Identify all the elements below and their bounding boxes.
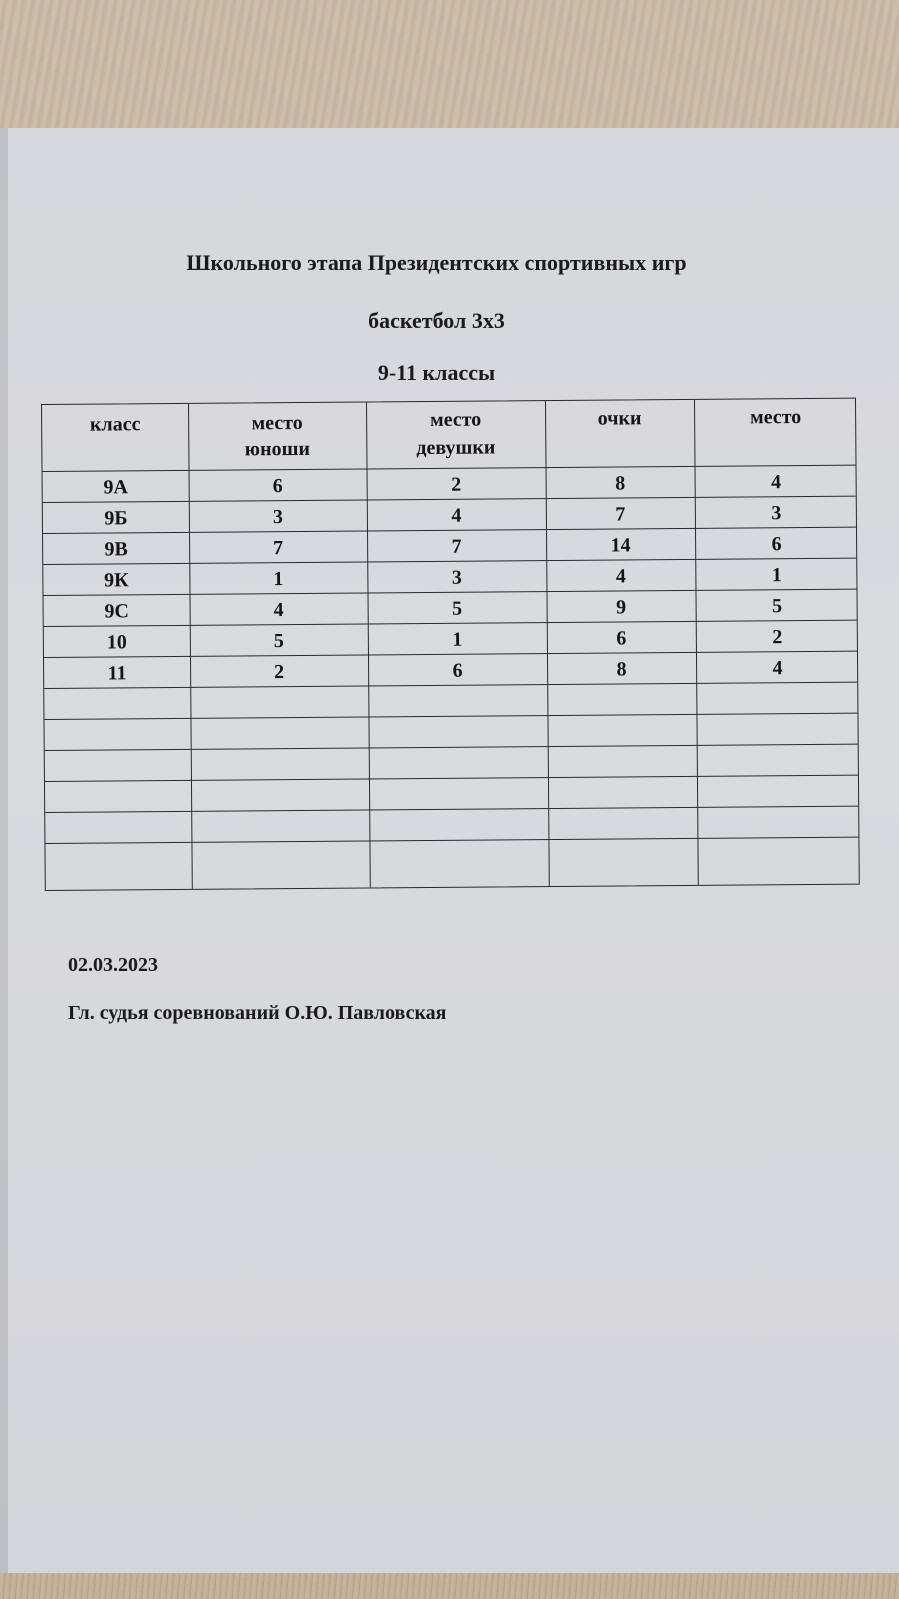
- header-place: место: [749, 406, 802, 429]
- cell-girls-place: 4: [451, 504, 462, 527]
- table-row-divider: [44, 713, 857, 720]
- cell-place: 3: [771, 502, 782, 525]
- cell-girls-place: 2: [451, 473, 462, 496]
- cell-points: 7: [615, 503, 626, 526]
- cell-boys-place: 3: [272, 506, 283, 529]
- cell-girls-place: 3: [451, 566, 462, 589]
- chief-judge-line: Гл. судья соревнований О.Ю. Павловская: [68, 1002, 447, 1024]
- table-row-divider: [45, 806, 858, 813]
- cell-points: 8: [616, 658, 627, 681]
- table-row-divider: [45, 837, 858, 844]
- table-row-divider: [45, 744, 858, 751]
- cell-boys-place: 1: [273, 568, 284, 591]
- cell-boys-place: 4: [273, 599, 284, 622]
- header-girls-place-line1: место: [429, 408, 482, 431]
- header-points: очки: [597, 407, 642, 430]
- cell-place: 6: [771, 533, 782, 556]
- cell-boys-place: 7: [273, 537, 284, 560]
- cell-class: 11: [107, 662, 127, 685]
- cell-points: 14: [610, 534, 631, 557]
- cell-points: 4: [615, 565, 626, 588]
- header-boys-place-line2: юноши: [244, 437, 311, 461]
- desk-surface: [0, 1573, 899, 1599]
- cell-boys-place: 2: [274, 661, 285, 684]
- header-class: класс: [89, 413, 141, 436]
- cell-girls-place: 7: [451, 535, 462, 558]
- header-girls-place-line2: девушки: [416, 436, 496, 460]
- document-date: 02.03.2023: [68, 954, 158, 976]
- cell-class: 9С: [104, 600, 129, 623]
- cell-place: 4: [771, 471, 782, 494]
- cell-place: 2: [772, 626, 783, 649]
- cell-place: 4: [772, 657, 783, 680]
- cell-girls-place: 6: [452, 659, 463, 682]
- cell-place: 5: [772, 595, 783, 618]
- cell-place: 1: [771, 564, 782, 587]
- header-boys-place-line1: место: [251, 411, 303, 435]
- cell-boys-place: 6: [272, 475, 283, 498]
- cell-boys-place: 5: [273, 630, 284, 653]
- cell-points: 9: [616, 596, 627, 619]
- cell-points: 6: [616, 627, 627, 650]
- cell-class: 9В: [104, 538, 128, 561]
- cell-points: 8: [615, 472, 626, 495]
- cell-class: 9Б: [104, 507, 128, 530]
- document-subtitle-grades: 9-11 классы: [377, 360, 496, 385]
- document-subtitle-sport: баскетбол 3х3: [368, 308, 505, 333]
- cell-girls-place: 1: [452, 628, 463, 651]
- document-title: Школьного этапа Президентских спортивных игр: [186, 250, 687, 275]
- cell-class: 10: [106, 631, 127, 654]
- cell-girls-place: 5: [452, 597, 463, 620]
- table-row-divider: [45, 775, 858, 782]
- paper-edge-shadow: [0, 128, 8, 1574]
- cell-class: 9К: [104, 569, 129, 592]
- cell-class: 9А: [103, 476, 128, 499]
- results-table: [41, 398, 860, 891]
